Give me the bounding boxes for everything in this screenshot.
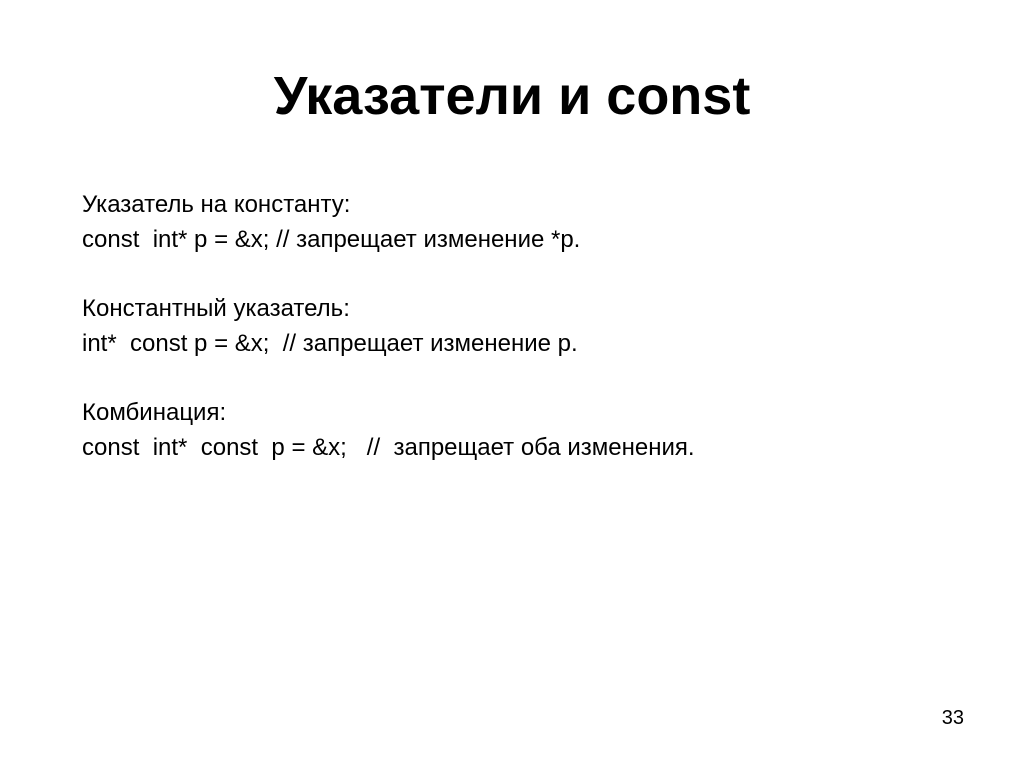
section-pointer-to-const <box>82 187 962 257</box>
code-line: const int* const p = &x; // запрещает оба изменения. <box>82 434 695 461</box>
slide-title: Указатели и const <box>273 66 751 126</box>
section-const-pointer <box>82 291 962 361</box>
section-heading: Константный указатель: <box>82 295 350 322</box>
slide-body <box>82 187 962 499</box>
section-heading: Указатель на константу: <box>82 191 351 218</box>
code-line: const int* p = &x; // запрещает изменение *p. <box>82 226 581 253</box>
code-line: int* const p = &x; // запрещает изменение p. <box>82 330 578 357</box>
section-heading: Комбинация: <box>82 399 227 426</box>
page-number: 33 <box>941 707 964 729</box>
section-combination <box>82 395 962 465</box>
